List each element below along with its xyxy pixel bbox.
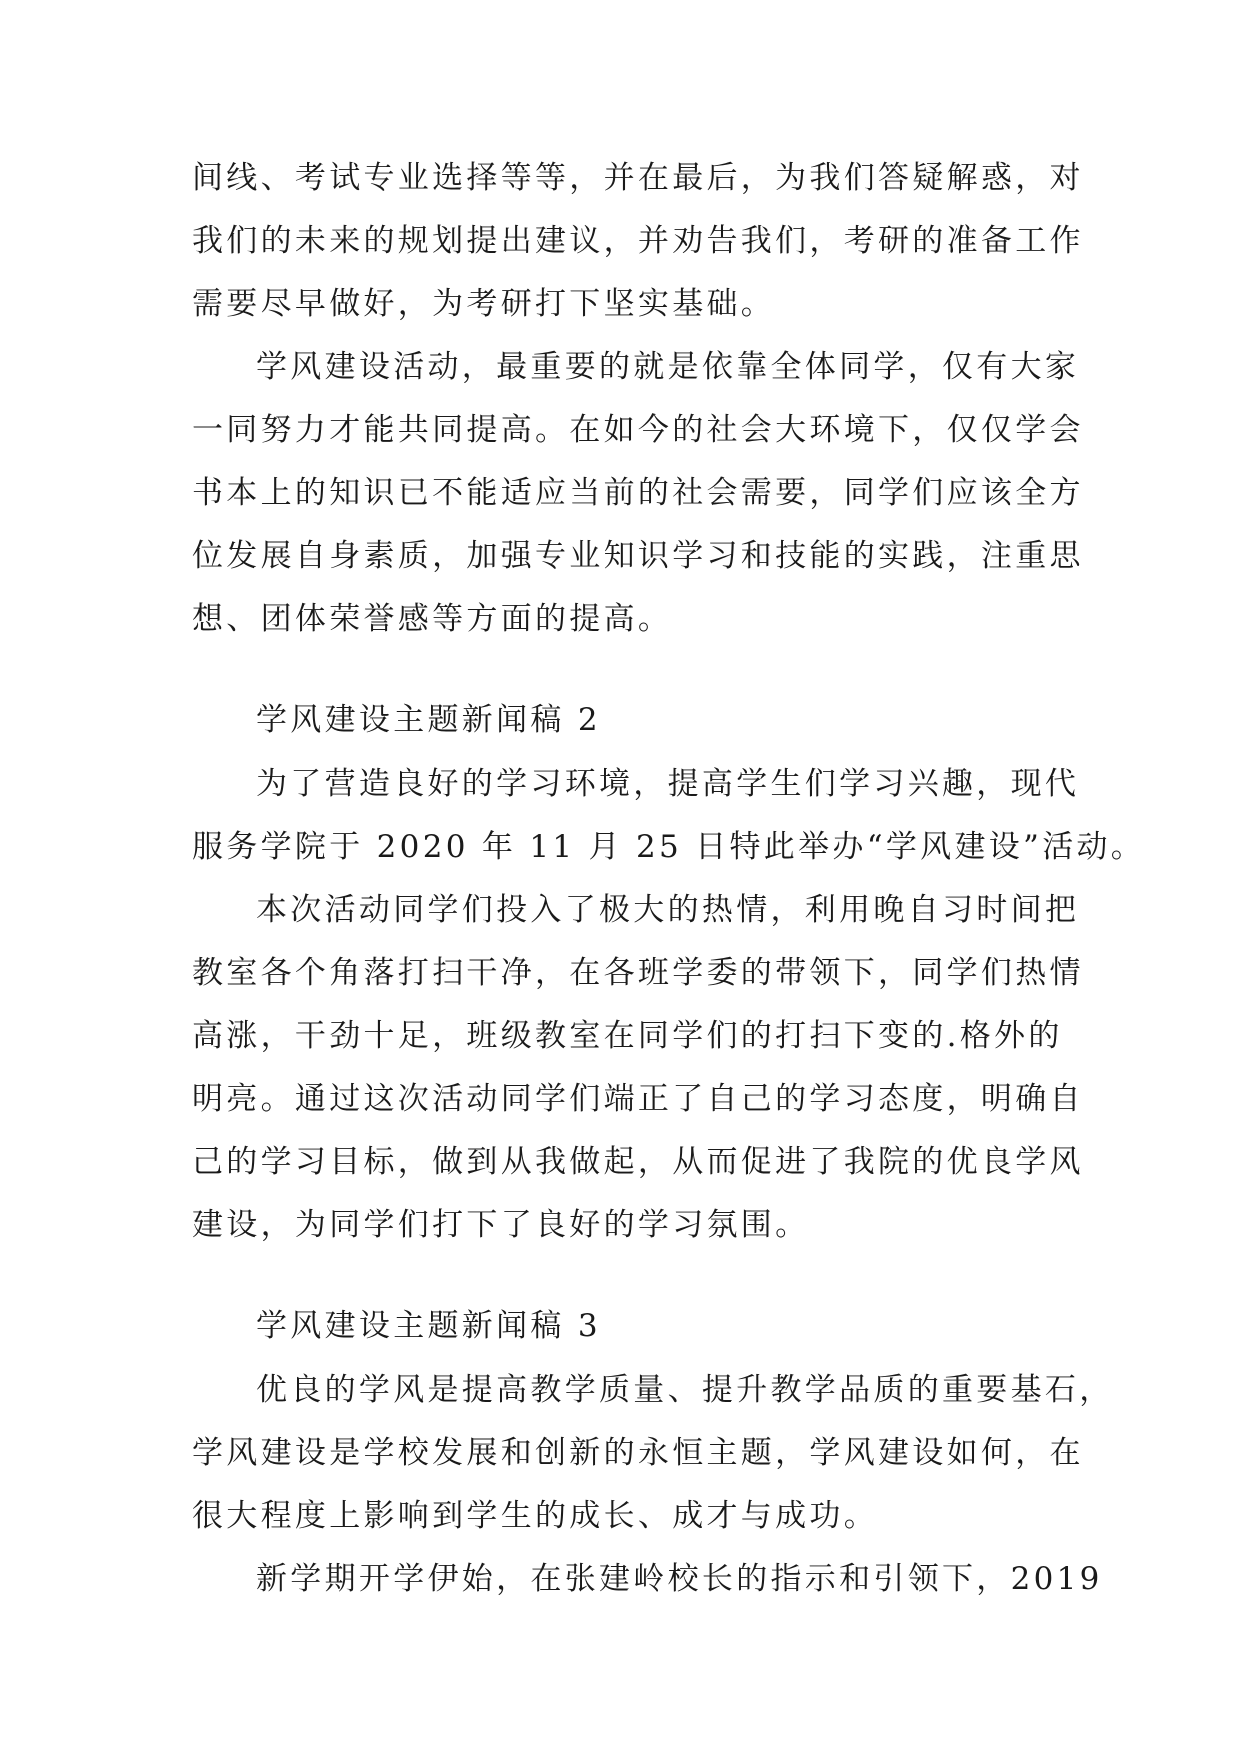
paragraph-line: 服务学院于 2020 年 11 月 25 日特此举办“学风建设”活动。	[192, 829, 1146, 865]
paragraph-line: 本次活动同学们投入了极大的热情，利用晚自习时间把	[256, 892, 1080, 928]
paragraph-line: 位发展自身素质，加强专业知识学习和技能的实践，注重思	[192, 538, 1084, 574]
section-heading: 学风建设主题新闻稿 2	[256, 702, 601, 738]
paragraph-line: 学风建设是学校发展和创新的永恒主题，学风建设如何，在	[192, 1435, 1084, 1471]
paragraph-line: 为了营造良好的学习环境，提高学生们学习兴趣，现代	[256, 766, 1080, 802]
paragraph-line: 教室各个角落打扫干净，在各班学委的带领下，同学们热情	[192, 955, 1084, 991]
paragraph-line: 很大程度上影响到学生的成长、成才与成功。	[192, 1498, 878, 1534]
paragraph-line: 学风建设活动，最重要的就是依靠全体同学，仅有大家	[256, 349, 1080, 385]
paragraph-line: 书本上的知识已不能适应当前的社会需要，同学们应该全方	[192, 475, 1084, 511]
paragraph-line: 一同努力才能共同提高。在如今的社会大环境下，仅仅学会	[192, 412, 1084, 448]
paragraph-line: 己的学习目标，做到从我做起，从而促进了我院的优良学风	[192, 1144, 1084, 1180]
paragraph-line: 优良的学风是提高教学质量、提升教学品质的重要基石，	[256, 1372, 1114, 1408]
paragraph-line: 高涨，干劲十足，班级教室在同学们的打扫下变的.格外的	[192, 1018, 1063, 1054]
paragraph-line: 我们的未来的规划提出建议，并劝告我们，考研的准备工作	[192, 223, 1084, 259]
paragraph-line: 建设，为同学们打下了良好的学习氛围。	[192, 1207, 810, 1243]
paragraph-line: 需要尽早做好，为考研打下坚实基础。	[192, 286, 776, 322]
paragraph-line: 间线、考试专业选择等等，并在最后，为我们答疑解惑，对	[192, 160, 1084, 196]
section-heading: 学风建设主题新闻稿 3	[256, 1308, 601, 1344]
paragraph-line: 明亮。通过这次活动同学们端正了自己的学习态度，明确自	[192, 1081, 1084, 1117]
paragraph-line: 新学期开学伊始，在张建岭校长的指示和引领下，2019	[256, 1561, 1103, 1597]
paragraph-line: 想、团体荣誉感等方面的提高。	[192, 601, 673, 637]
